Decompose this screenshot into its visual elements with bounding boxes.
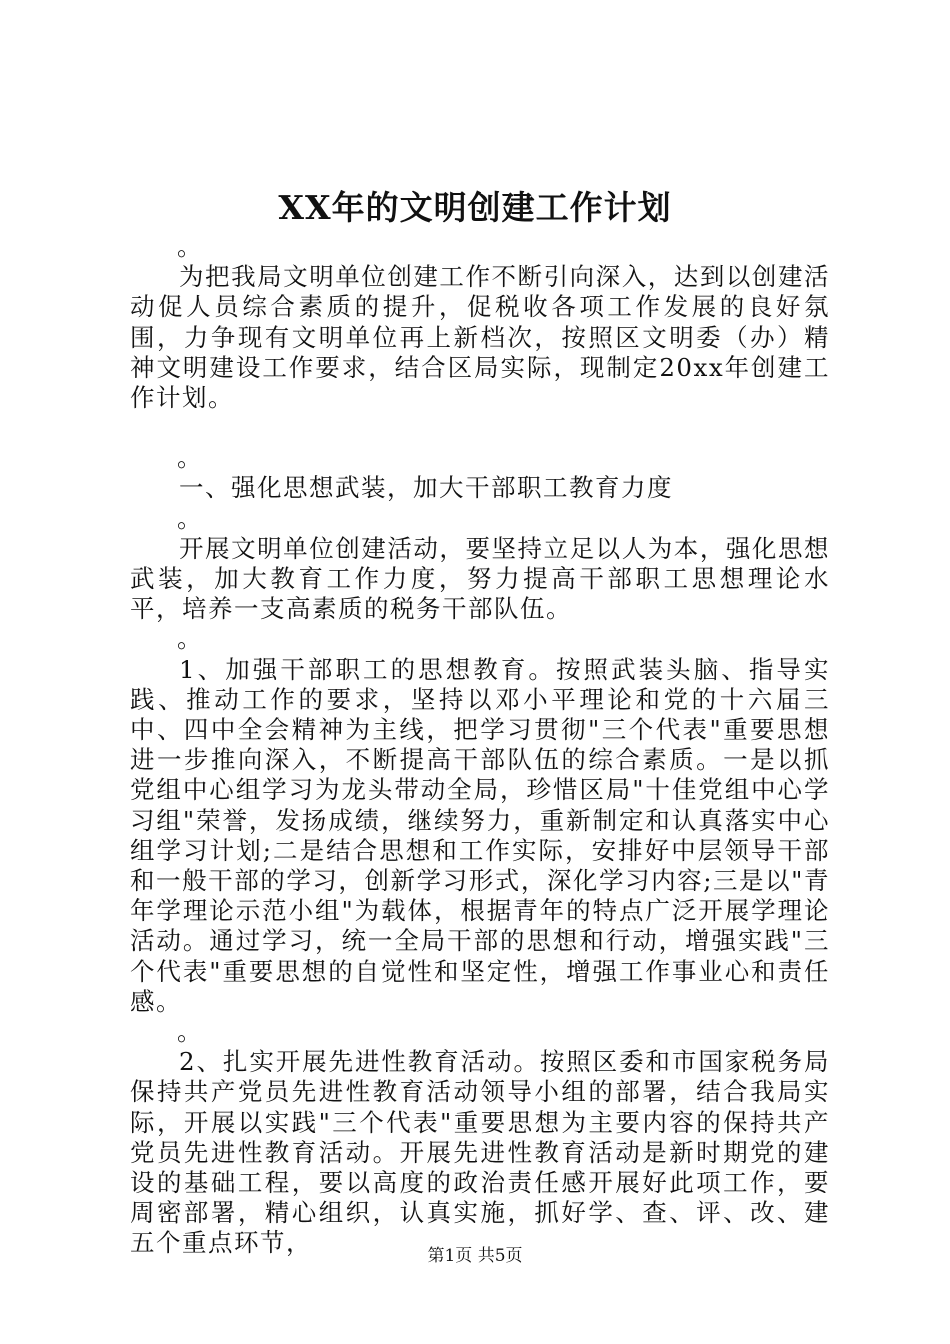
section-heading: 一、强化思想武装，加大干部职工教育力度 bbox=[179, 473, 673, 503]
item-2-paragraph: 2、扎实开展先进性教育活动。按照区委和市国家税务局保持共产党员先进性教育活动领导小组的部署，结合我局实际，开展以实践"三个代表"重要思想为主要内容的保持共产党员先进性教育活动。开展先进性教育活动是新时期党的建设的基础工程，要以高度的政治责任感开展好此项工作，要周密部署，精心组织，认真实施，抓好学、查、评、改、建五个重点环节， bbox=[130, 1047, 830, 1258]
paragraph-marker: 。 bbox=[177, 624, 203, 654]
document-title: XX年的文明创建工作计划 bbox=[278, 188, 672, 227]
paragraph-marker: 。 bbox=[177, 503, 203, 533]
paragraph-marker: 。 bbox=[177, 1017, 203, 1047]
section-intro-paragraph: 开展文明单位创建活动，要坚持立足以人为本，强化思想武装，加大教育工作力度，努力提高干部职工思想理论水平，培养一支高素质的税务干部队伍。 bbox=[130, 533, 830, 624]
intro-paragraph: 为把我局文明单位创建工作不断引向深入，达到以创建活动促人员综合素质的提升，促税收各项工作发展的良好氛围，力争现有文明单位再上新档次，按照区文明委（办）精神文明建设工作要求，结合区局实际，现制定20xx年创建工作计划。 bbox=[130, 262, 830, 412]
item-1-paragraph: 1、加强干部职工的思想教育。按照武装头脑、指导实践、推动工作的要求，坚持以邓小平理论和党的十六届三中、四中全会精神为主线，把学习贯彻"三个代表"重要思想进一步推向深入，不断提高干部队伍的综合素质。一是以抓党组中心组学习为龙头带动全局，珍惜区局"十佳党组中心学习组"荣誉，发扬成绩，继续努力，重新制定和认真落实中心组学习计划;二是结合思想和工作实际，安排好中层领导干部和一般干部的学习，创新学习形式，深化学习内容;三是以"青年学理论示范小组"为载体，根据青年的特点广泛开展学理论活动。通过学习，统一全局干部的思想和行动，增强实践"三个代表"重要思想的自觉性和坚定性，增强工作事业心和责任感。 bbox=[130, 654, 830, 1016]
blank-line bbox=[130, 413, 830, 443]
document-body bbox=[130, 232, 830, 1259]
paragraph-marker: 。 bbox=[177, 232, 203, 261]
paragraph-marker: 。 bbox=[177, 443, 203, 473]
page-footer: 第1页 共5页 bbox=[427, 1246, 523, 1266]
